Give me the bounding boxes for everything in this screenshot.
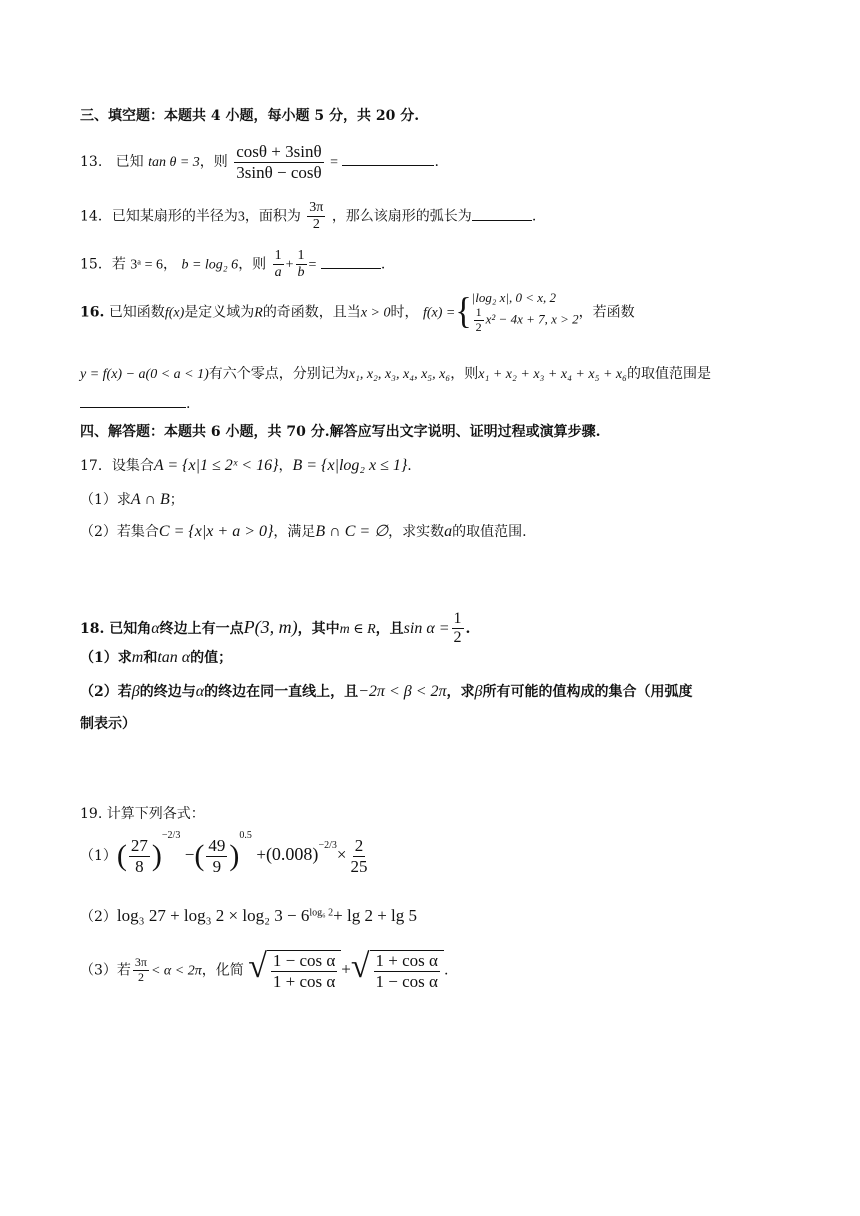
question-19-part-2	[80, 906, 417, 926]
q18-number: 18.	[80, 620, 105, 637]
q17-p1-text-a: （1）求	[80, 492, 131, 508]
q19-p3-radicand-2	[370, 950, 444, 991]
q19-p3-frac-1-num: 1 − cos α	[272, 951, 336, 970]
question-19-part-3	[80, 950, 448, 991]
question-18-part-1	[80, 648, 232, 667]
q19-p3-radical-2: √	[350, 948, 370, 985]
q18-p2-text-d: ，求	[446, 684, 475, 700]
q16-cond: x > 0	[360, 305, 391, 321]
q19-p1-minus: −	[184, 845, 195, 865]
q19-p3-label: （3）若	[80, 962, 131, 979]
q15-answer-blank	[321, 267, 381, 269]
q13-text-2: ，则	[199, 154, 228, 171]
q14-frac-num: 3π	[307, 200, 325, 217]
q14-answer-blank	[472, 219, 532, 221]
q15-expr-2: b = log₂ 6	[181, 257, 239, 273]
q13-equals: =	[330, 155, 338, 171]
q16-fx: f(x)	[164, 305, 185, 321]
q16-y-expr: y = f(x) − a(0 < a < 1)	[80, 367, 209, 382]
q19-p1-times: ×	[336, 845, 347, 865]
q16-end: .	[186, 396, 191, 412]
q14-text-2: ，面积为	[244, 208, 301, 225]
q18-text-3: ，其中	[297, 620, 340, 637]
q16-case-2-coef-den: 2	[475, 320, 482, 335]
q18-end: .	[465, 620, 471, 637]
q19-p3-text: ，化简	[201, 962, 244, 979]
q19-p1-frac-1	[129, 836, 150, 876]
q18-p2-range: −2π < β < 2π	[358, 683, 447, 700]
q16-left-brace: {	[455, 291, 472, 333]
q19-p1-frac-2	[206, 836, 227, 876]
q16-line2-text-d: 的取值范围是	[627, 366, 711, 382]
q19-p3-frac-2-num: 1 + cos α	[375, 951, 438, 970]
q16-R: R	[254, 305, 263, 321]
q15-frac-1-num: 1	[273, 248, 284, 265]
q18-p1-text-e: 的值；	[190, 650, 233, 666]
q17-end: .	[407, 458, 412, 474]
q19-p3-radicand-1	[267, 950, 341, 991]
q18-alpha: α	[151, 619, 160, 637]
q18-p2-text-b: 的终边与	[139, 684, 196, 700]
q14-end: .	[531, 208, 537, 225]
q14-text-3: ，那么该扇形的弧长为	[331, 208, 472, 225]
q19-p3-radical-1: √	[248, 948, 267, 985]
q16-number: 16.	[80, 304, 105, 321]
q13-end: .	[434, 154, 439, 171]
q15-equals: =	[308, 257, 317, 273]
q17-p2-text-g: 的取值范围.	[452, 524, 527, 540]
q19-p3-range-num: 3π	[134, 955, 147, 970]
q19-p3-frac-1-den: 1 + cos α	[272, 971, 336, 991]
q19-p2-exp: log₆ 2	[309, 907, 334, 919]
q19-p2-expr: log₃ 27 + log₃ 2 × log₂ 3 − 6	[116, 906, 310, 925]
question-18-part-2-cont: 制表示）	[80, 716, 136, 732]
q17-set-A: A = {x|1 ≤ 2ˣ < 16}	[153, 457, 279, 474]
q15-frac-2	[296, 248, 307, 281]
question-16-line-2	[80, 366, 711, 384]
question-16-line-3	[80, 396, 190, 413]
q18-p2-beta-2: β	[474, 683, 483, 700]
q16-fdef: f(x) =	[422, 305, 456, 321]
q16-case-1: |log₂ x|, 0 < x, 2	[471, 290, 556, 305]
q15-end: .	[380, 256, 386, 273]
q19-p3-range-rest: < α < 2π	[150, 963, 202, 979]
q19-p1-exp-2: 0.5	[239, 830, 252, 842]
q13-tan-expr: tan θ = 3	[148, 155, 200, 171]
q16-sum: x₁ + x₂ + x₃ + x₄ + x₅ + x₆	[478, 367, 627, 382]
question-16	[80, 290, 635, 335]
q17-p2-text-c: ，满足	[273, 524, 316, 540]
q19-p1-label: （1）	[80, 848, 117, 865]
q15-expr-1: 3ᵃ = 6	[130, 257, 164, 273]
q19-p1-exp-1: −2/3	[161, 830, 181, 842]
q16-line2-text-c: ，则	[450, 366, 479, 382]
q19-p1-frac-1-num: 27	[130, 836, 148, 855]
question-17-part-1	[80, 490, 184, 509]
q14-radius: 3	[237, 209, 245, 225]
q18-p2-text-a: （2）若	[80, 684, 132, 700]
q19-p1-frac-4	[348, 836, 369, 876]
q18-text-4: ，且	[375, 620, 404, 637]
q15-frac-1	[273, 248, 284, 281]
q19-p1-frac-4-den: 25	[350, 856, 368, 876]
q19-p1-plus: +	[256, 845, 266, 865]
question-17-part-2	[80, 522, 527, 541]
q18-p2-text-c: 的终边在同一直线上，且	[204, 684, 359, 700]
question-13	[80, 142, 439, 182]
q13-fraction	[234, 142, 323, 182]
q16-text-3: 的奇函数，且当	[262, 304, 361, 321]
q19-p1-frac-1-den: 8	[135, 856, 144, 876]
q14-text-1: 14．已知某扇形的半径为	[80, 208, 238, 225]
question-14	[80, 200, 536, 233]
q17-p1-text-c: ；	[169, 492, 184, 508]
q19-p1-lparen-2: (	[194, 839, 205, 873]
q13-frac-num: cosθ + 3sinθ	[236, 142, 322, 161]
q18-p2-beta-1: β	[131, 683, 140, 700]
q18-p1-m: m	[131, 649, 144, 666]
q17-p2-a: a	[444, 523, 453, 540]
question-17	[80, 456, 412, 475]
q18-p1-tan: tan α	[157, 649, 191, 666]
q17-p2-set-C: C = {x|x + a > 0}	[158, 523, 274, 540]
q14-frac-den: 2	[312, 217, 320, 233]
q19-p1-rparen-1: )	[151, 839, 162, 873]
q15-frac-1-den: a	[274, 265, 282, 281]
q14-area-fraction	[307, 200, 325, 233]
q19-p3-frac-2-den: 1 − cos α	[375, 971, 438, 991]
q15-sep: ，	[163, 256, 178, 273]
q13-frac-den: 3sinθ − cosθ	[236, 162, 322, 182]
q13-number: 13.	[80, 154, 103, 171]
q17-p1-intersection: A ∩ B	[130, 491, 170, 508]
q18-sin-alpha: sin α =	[403, 619, 450, 637]
q16-case-2: x² − 4x + 7, x > 2	[485, 311, 579, 327]
q18-text-2: 终边上有一点	[159, 620, 244, 637]
q17-text-1: 17．设集合	[80, 458, 154, 474]
q19-p3-range-den: 2	[137, 970, 144, 985]
q19-p3-sqrt-1	[248, 950, 341, 991]
q15-plus: +	[285, 257, 294, 273]
q15-frac-2-num: 1	[296, 248, 307, 265]
q13-answer-blank	[342, 164, 434, 166]
q19-p3-frac-1	[271, 951, 337, 991]
q16-line2-text-b: 有六个零点，分别记为	[208, 366, 349, 382]
q19-p1-exp-3: −2/3	[318, 840, 337, 852]
q15-text-2: ，则	[238, 256, 267, 273]
q19-p2-label: （2）	[80, 909, 117, 925]
q16-piecewise-cases	[472, 290, 579, 335]
q18-frac-den: 2	[453, 629, 462, 647]
q19-p1-base-3: (0.008)	[265, 844, 319, 865]
q18-m-in-R: m ∈ R	[339, 621, 376, 637]
q19-p3-plus: +	[341, 959, 351, 979]
q16-case-2-coef-num: 1	[475, 305, 482, 320]
q18-fraction	[452, 610, 464, 648]
q16-answer-blank	[80, 406, 186, 408]
q16-case-2-coef	[474, 306, 484, 335]
question-15	[80, 248, 385, 281]
q16-text-2: 是定义域为	[184, 304, 255, 321]
q17-sep: ，	[278, 458, 293, 474]
section-4-heading: 四、解答题：本题共 6 小题，共 70 分.解答应写出文字说明、证明过程或演算步骤.	[80, 424, 601, 440]
q16-case-2-row	[472, 306, 579, 335]
q18-p1-text-a: （1）求	[80, 650, 132, 666]
q18-point-P: P(3, m)	[243, 616, 298, 637]
q13-text-1: 已知	[115, 154, 144, 171]
q15-text-1: 15．若	[80, 256, 126, 273]
q18-p1-text-c: 和	[143, 650, 158, 666]
question-19: 19. 计算下列各式：	[80, 806, 205, 822]
q19-p1-frac-2-den: 9	[212, 856, 222, 876]
question-19-part-1	[80, 830, 371, 876]
q15-frac-2-den: b	[297, 265, 305, 281]
section-3-heading: 三、填空题：本题共 4 小题，每小题 5 分，共 20 分.	[80, 108, 420, 124]
q16-text-5: ，若函数	[578, 304, 635, 321]
q19-p3-sqrt-2	[351, 950, 444, 991]
q19-p1-frac-2-num: 49	[208, 836, 226, 855]
q18-frac-num: 1	[452, 610, 464, 629]
q19-p3-range-frac	[133, 956, 149, 985]
question-18-part-2	[80, 682, 692, 701]
q19-p1-frac-4-num: 2	[354, 836, 364, 855]
q18-p2-text-e: 所有可能的值构成的集合（用弧度	[482, 684, 693, 700]
q19-p3-frac-2	[374, 951, 440, 991]
q19-p2-expr-b: + lg 2 + lg 5	[333, 906, 418, 925]
q16-vars: x₁, x₂, x₃, x₄, x₅, x₆	[348, 367, 451, 382]
q19-p1-rparen-2: )	[229, 839, 240, 873]
q16-text-1: 已知函数	[108, 304, 165, 321]
q17-set-B: B = {x|log₂ x ≤ 1}	[292, 457, 408, 474]
q16-text-4: 时，	[390, 304, 419, 321]
q17-p2-text-e: ，求实数	[388, 524, 445, 540]
q18-p2-alpha: α	[195, 683, 205, 700]
q19-p3-end: .	[443, 962, 449, 979]
q19-p1-lparen-1: (	[116, 839, 127, 873]
q17-p2-text-a: （2）若集合	[80, 524, 159, 540]
question-18	[80, 610, 470, 648]
q18-text-1: 已知角	[109, 620, 152, 637]
q17-p2-empty-cond: B ∩ C = ∅	[315, 523, 389, 540]
